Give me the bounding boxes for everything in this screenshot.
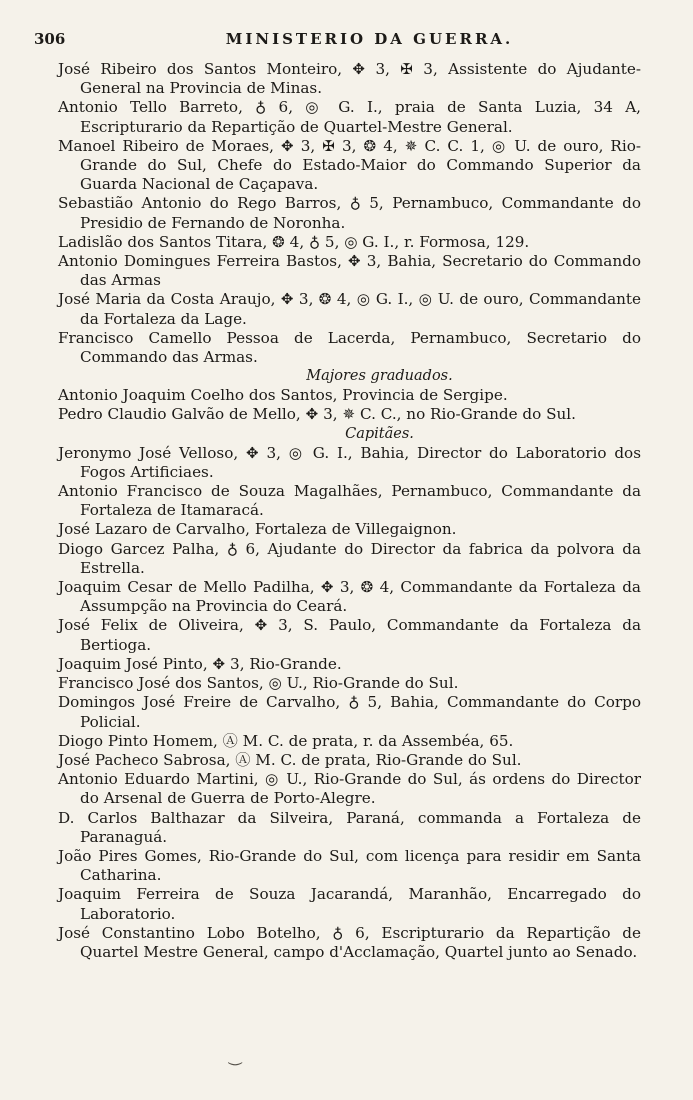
- list-item: Antonio Domingues Ferreira Bastos, ✥ 3, Bahia, Secretario do Commando das Armas: [58, 252, 641, 290]
- list-item: D. Carlos Balthazar da Silveira, Paraná, commanda a Fortaleza de Paranaguá.: [58, 808, 641, 846]
- list-item: Francisco Camello Pessoa de Lacerda, Pernambuco, Secretario do Commando das Armas.: [58, 328, 641, 367]
- running-head: MINISTERIO DA GUERRA.: [225, 30, 514, 48]
- list-item: Joaquim José Pinto, ✥ 3, Rio-Grande.: [58, 654, 342, 673]
- list-item: José Felix de Oliveira, ✥ 3, S. Paulo, Commandante da Fortaleza da Bertioga.: [58, 616, 641, 654]
- page-header: [34, 30, 641, 60]
- list-item: Joaquim Ferreira de Souza Jacarandá, Maranhão, Encarregado do Laboratorio.: [58, 885, 641, 923]
- list-item: Manoel Ribeiro de Moraes, ✥ 3, ✠ 3, ❂ 4, ✵ C. C. 1, ◎ U. de ouro, Rio-Grande do Sul, Chefe do Estado-Maior do Commando Superior da Guarda Nacional de Caçapava.: [58, 136, 641, 194]
- list-item: Diogo Pinto Homem, Ⓐ M. C. de prata, r. da Assembéa, 65.: [58, 731, 514, 750]
- list-item: Antonio Francisco de Souza Magalhães, Pernambuco, Commandante da Fortaleza de Itamaracá.: [58, 482, 641, 520]
- list-item: José Constantino Lobo Botelho, ♁ 6, Escripturario da Repartição de Quartel Mestre General, campo d'Acclamação, Quartel junto ao Senado.: [58, 923, 641, 961]
- list-item: Antonio Joaquim Coelho dos Santos, Provincia de Sergipe.: [58, 386, 508, 405]
- list-item: José Lazaro de Carvalho, Fortaleza de Villegaignon.: [58, 520, 457, 539]
- list-item: Antonio Tello Barreto, ♁ 6, ◎ G. I., praia de Santa Luzia, 34 A, Escripturario da Repartição de Quartel-Mestre General.: [58, 98, 641, 136]
- list-item: José Pacheco Sabrosa, Ⓐ M. C. de prata, Rio-Grande do Sul.: [58, 750, 522, 769]
- page-number: 306: [34, 30, 66, 48]
- list-item: Pedro Claudio Galvão de Mello, ✥ 3, ✵ C. C., no Rio-Grande do Sul.: [58, 405, 576, 424]
- list-item: João Pires Gomes, Rio-Grande do Sul, com licença para residir em Santa Catharina.: [58, 846, 641, 885]
- list-item: Francisco José dos Santos, ◎ U., Rio-Grande do Sul.: [58, 674, 459, 693]
- list-item: Joaquim Cesar de Mello Padilha, ✥ 3, ❂ 4, Commandante da Fortaleza da Assumpção na Provincia do Ceará.: [58, 578, 641, 616]
- list-item: Antonio Eduardo Martini, ◎ U., Rio-Grande do Sul, ás ordens do Director do Arsenal de Guerra de Porto-Alegre.: [58, 770, 641, 808]
- list-item: José Maria da Costa Araujo, ✥ 3, ❂ 4, ◎ G. I., ◎ U. de ouro, Commandante da Fortaleza da Lage.: [58, 290, 641, 328]
- list-item: Diogo Garcez Palha, ♁ 6, Ajudante do Director da fabrica da polvora da Estrella.: [58, 539, 641, 577]
- list-item: Ladislão dos Santos Titara, ❂ 4, ♁ 5, ◎ G. I., r. Formosa, 129.: [58, 232, 530, 251]
- ink-flourish: ⏝: [228, 1047, 243, 1065]
- section-title: Capitães.: [345, 425, 414, 442]
- list-item: Jeronymo José Velloso, ✥ 3, ◎ G. I., Bahia, Director do Laboratorio dos Fogos Artificiaes.: [58, 443, 641, 481]
- entries-list: [58, 60, 641, 962]
- list-item: Sebastião Antonio do Rego Barros, ♁ 5, Pernambuco, Commandante do Presidio de Fernando de Noronha.: [58, 194, 641, 232]
- list-item: José Ribeiro dos Santos Monteiro, ✥ 3, ✠ 3, Assistente do Ajudante-General na Provincia de Minas.: [58, 60, 641, 98]
- section-title: Majores graduados.: [306, 368, 453, 385]
- list-item: Domingos José Freire de Carvalho, ♁ 5, Bahia, Commandante do Corpo Policial.: [58, 693, 641, 731]
